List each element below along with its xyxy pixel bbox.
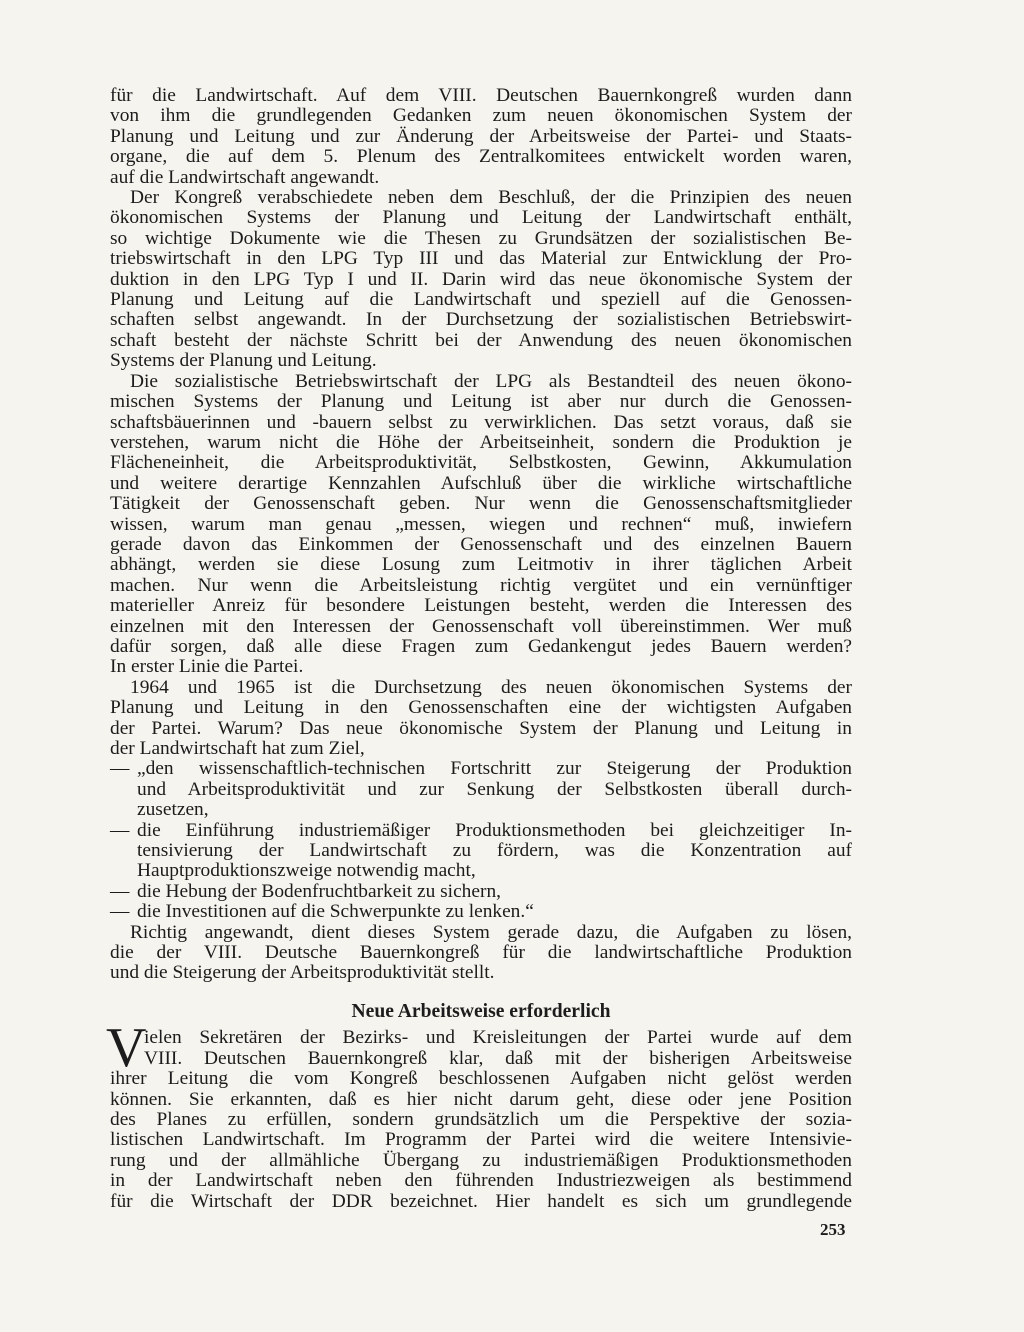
list-item-text: zusetzen, (137, 799, 209, 821)
text-line: der Partei. Warum? Das neue ökonomische System der Planung und Leitung in (110, 717, 852, 739)
bullet-list (110, 759, 852, 922)
text-line: Die sozialistische Betriebswirtschaft der LPG als Bestandteil des neuen ökono- (130, 370, 852, 392)
text-line: 1964 und 1965 ist die Durchsetzung des neuen ökonomischen Systems der (130, 676, 852, 698)
list-item-text: Hauptproduktionszweige notwendig macht, (137, 860, 476, 882)
text-line: die der VIII. Deutsche Bauernkongreß für die landwirtschaftliche Produktion (110, 942, 852, 964)
paragraph-1 (110, 86, 852, 188)
paragraph-5 (110, 923, 852, 984)
text-line: abhängt, werden sie diese Losung zum Leitmotiv in ihrer täglichen Arbeit (110, 554, 852, 576)
dash-bullet: — (110, 901, 130, 923)
list-item-text: tensivierung der Landwirtschaft zu fördern, was die Konzentration auf (137, 840, 852, 862)
list-item-line (110, 902, 852, 922)
text-line: für die Wirtschaft der DDR bezeichnet. Hier handelt es sich um grundlegende (110, 1190, 852, 1212)
list-item-line (110, 759, 852, 779)
paragraph-2 (110, 188, 852, 372)
paragraph-6-rest (110, 1069, 852, 1212)
text-line: und die Steigerung der Arbeitsproduktivität stellt. (110, 962, 495, 984)
drop-cap: V (106, 1017, 147, 1080)
paragraph-3 (110, 372, 852, 678)
text-line: Systems der Planung und Leitung. (110, 350, 377, 372)
list-item-text: die Investitionen auf die Schwerpunkte zu lenken.“ (137, 901, 534, 923)
list-item-text: und Arbeitsproduktivität und zur Senkung der Selbstkosten überall durch- (137, 778, 852, 800)
text-line: Richtig angewandt, dient dieses System gerade dazu, die Aufgaben zu lösen, (130, 921, 852, 943)
page-number: 253 (820, 1220, 846, 1239)
text-line: In erster Linie die Partei. (110, 656, 304, 678)
text-line: dafür sorgen, daß alle diese Fragen zum Gedankengut jedes Bauern werden? (110, 635, 852, 657)
text-line: triebswirtschaft in den LPG Typ III und das Material zur Entwicklung der Pro- (110, 248, 852, 270)
list-item-line (110, 882, 852, 902)
paragraph-6 (106, 1017, 852, 1212)
text-line: Tätigkeit der Genossenschaft geben. Nur wenn die Genossenschaftsmitglieder (110, 493, 852, 515)
text-line: mischen Systems der Planung und Leitung ist aber nur durch die Genossen- (110, 391, 852, 413)
list-item-line (110, 780, 852, 800)
text-line: materieller Anreiz für besondere Leistungen besteht, werden die Interessen des (110, 595, 852, 617)
text-line: ökonomischen Systems der Planung und Leitung der Landwirtschaft enthält, (110, 207, 852, 229)
dash-bullet: — (110, 819, 130, 841)
paragraph-4 (110, 678, 852, 760)
dash-bullet: — (110, 758, 130, 780)
text-line: und weitere derartige Kennzahlen Aufschluß über die wirkliche wirtschaftliche (110, 472, 852, 494)
text-line: Der Kongreß verabschiedete neben dem Beschluß, der die Prinzipien des neuen (130, 187, 852, 209)
text-line: wissen, warum man genau „messen, wiegen und rechnen“ muß, inwiefern (110, 513, 852, 535)
text-line: auf die Landwirtschaft angewandt. (110, 166, 380, 188)
list-item-line (110, 800, 852, 820)
list-item-line (110, 841, 852, 861)
text-line: können. Sie erkannten, daß es hier nicht darum geht, diese oder jene Position (110, 1088, 852, 1110)
text-line: Planung und Leitung auf die Landwirtschaft und speziell auf die Genossen- (110, 289, 852, 311)
list-item-line (110, 821, 852, 841)
text-column (106, 85, 852, 1212)
text-line: rung und der allmähliche Übergang zu industriemäßigen Produktionsmethoden (110, 1149, 852, 1171)
text-line: in der Landwirtschaft neben den führenden Industriezweigen als bestimmend (110, 1170, 852, 1192)
list-item-text: die Hebung der Bodenfruchtbarkeit zu sichern, (137, 880, 501, 902)
text-line: für die Landwirtschaft. Auf dem VIII. Deutschen Bauernkongreß wurden dann (110, 85, 852, 106)
text-line: schaftsbäuerinnen und -bauern selbst zu verwirklichen. Das setzt voraus, daß sie (110, 411, 852, 433)
text-line: von ihm die grundlegenden Gedanken zum neuen ökonomischen System der (110, 105, 852, 127)
text-line: einzelnen mit den Interessen der Genossenschaft voll übereinstimmen. Wer muß (110, 615, 852, 637)
text-line: VIII. Deutschen Bauernkongreß klar, daß mit der bisherigen Arbeitsweise (144, 1047, 852, 1069)
list-item-line (110, 861, 852, 881)
text-line: verstehen, warum nicht die Höhe der Arbeitseinheit, sondern die Produktion je (110, 431, 852, 453)
text-line: ielen Sekretären der Bezirks- und Kreisleitungen der Partei wurde auf dem (144, 1027, 852, 1049)
dash-bullet: — (110, 880, 130, 902)
text-line: Flächeneinheit, die Arbeitsproduktivität, Selbstkosten, Gewinn, Akkumulation (110, 452, 852, 474)
list-item-text: die Einführung industriemäßiger Produktionsmethoden bei gleichzeitiger In- (137, 819, 852, 841)
text-line: duktion in den LPG Typ I und II. Darin wird das neue ökonomische System der (110, 268, 852, 290)
text-line: der Landwirtschaft hat zum Ziel, (110, 738, 365, 759)
text-line: so wichtige Dokumente wie die Thesen zu Grundsätzen der sozialistischen Be- (110, 227, 852, 249)
text-line: listischen Landwirtschaft. Im Programm der Partei wird die weitere Intensivie- (110, 1129, 852, 1151)
text-line: Planung und Leitung und zur Änderung der Arbeitsweise der Partei- und Staats- (110, 125, 852, 147)
text-line: Planung und Leitung in den Genossenschaften eine der wichtigsten Aufgaben (110, 697, 852, 719)
text-line: ihrer Leitung die vom Kongreß beschlossenen Aufgaben nicht gelöst werden (110, 1068, 852, 1090)
text-line: organe, die auf dem 5. Plenum des Zentralkomitees entwickelt worden waren, (110, 146, 852, 168)
text-line: schaften selbst angewandt. In der Durchsetzung der sozialistischen Betriebswirt- (110, 309, 852, 331)
text-line: des Planes zu erfüllen, sondern grundsätzlich um die Perspektive der sozia- (110, 1108, 852, 1130)
text-line: gerade davon das Einkommen der Genossenschaft und des einzelnen Bauern (110, 533, 852, 555)
text-line: schaft besteht der nächste Schritt bei der Anwendung des neuen ökonomischen (110, 329, 852, 351)
paragraph-6-first-lines (110, 1028, 852, 1069)
list-item-text: „den wissenschaftlich-technischen Fortschritt zur Steigerung der Produktion (137, 758, 852, 780)
section-heading: Neue Arbeitsweise erforderlich (351, 1000, 611, 1022)
text-line: machen. Nur wenn die Arbeitsleistung richtig vergütet und ein vernünftiger (110, 574, 852, 596)
